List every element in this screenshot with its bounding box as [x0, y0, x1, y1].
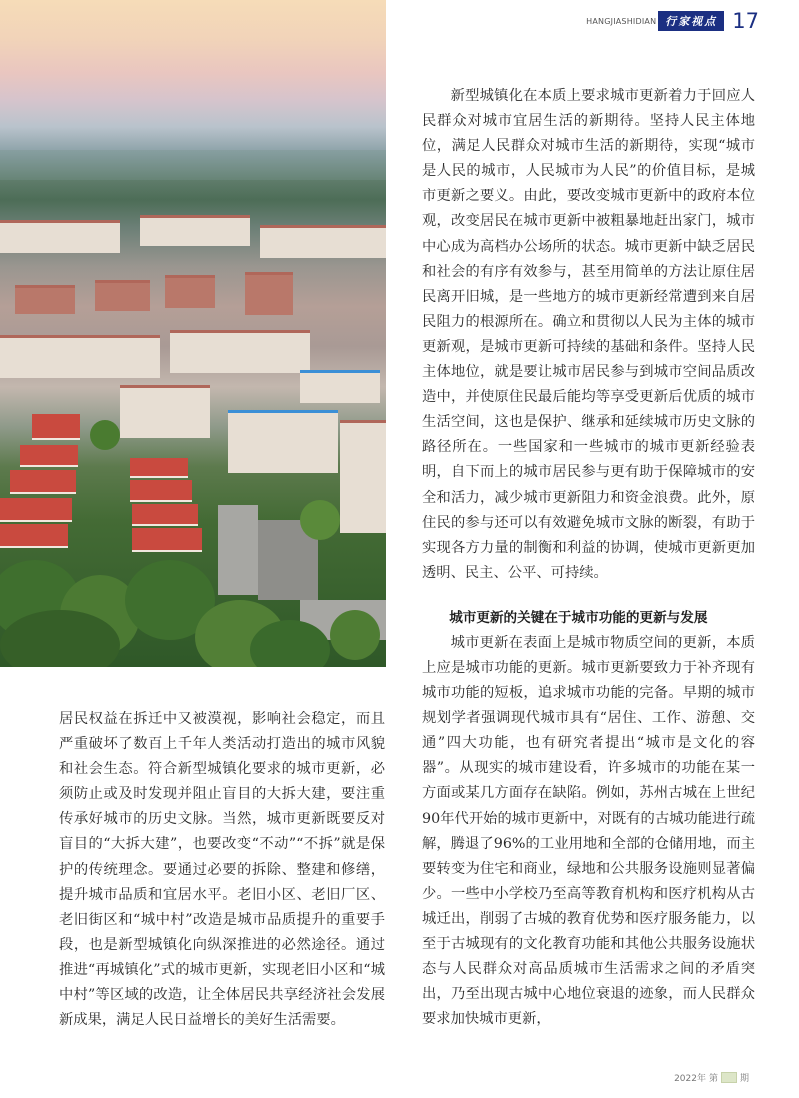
building-block — [228, 410, 338, 473]
section-heading: 城市更新的关键在于城市功能的更新与发展 — [449, 609, 708, 626]
building-block — [260, 225, 386, 258]
building-block — [170, 330, 310, 373]
building-block — [300, 370, 380, 403]
building-block — [15, 285, 75, 314]
tree — [300, 500, 340, 540]
red-roof — [132, 528, 202, 552]
horizon-band — [0, 150, 386, 180]
red-roof — [130, 480, 192, 502]
building-block — [0, 335, 160, 378]
aerial-city-photo — [0, 0, 386, 667]
page-header — [586, 10, 759, 32]
building-block — [140, 215, 250, 246]
building-block — [95, 280, 150, 311]
red-roof — [10, 470, 76, 494]
paragraph: 城市更新在表面上是城市物质空间的更新，本质上应是城市功能的更新。城市更新要致力于补齐现有城市功能的短板，追求城市功能的完备。早期的城市规划学者强调现代城市具有“居住、工作、游憩、交通”四大功能，也有研究者提出“城市是文化的容器”。从现实的城市建设看，许多城市的功能在某一方面或某几方面存在缺陷。例如，苏州古城在上世纪90年代开始的城市更新中，对既有的古城功能进行疏解，腾退了96%的工业用地和全部的仓储用地，而主要转变为住宅和商业，绿地和公共服务设施则显著偏少。一些中小学校乃至高等教育机构和医疗机构从古城迁出，削弱了古城的教育优势和医疗服务能力，以至于古城现有的文化教育功能和其他公共服务设施状态与人民群众对高品质城市生活需求之间的矛盾突出，乃至出现古城中心地位衰退的迹象，而人民群众要求加快城市更新， — [422, 634, 755, 1028]
column-title: 行家视点 — [658, 11, 724, 31]
building-block — [0, 220, 120, 253]
magazine-name: HANGJIASHIDIAN — [586, 16, 657, 26]
page-number: 17 — [732, 9, 759, 33]
tree — [90, 420, 120, 450]
tree — [330, 610, 380, 660]
issue-number-box — [721, 1072, 737, 1083]
building-block — [120, 385, 210, 438]
footer-year: 2022年 — [674, 1074, 706, 1084]
building-block — [165, 275, 215, 308]
footer-qi: 期 — [739, 1074, 749, 1084]
red-roof — [132, 504, 198, 526]
road — [218, 505, 258, 595]
red-roof — [130, 458, 188, 478]
red-roof — [0, 524, 68, 548]
building-block — [245, 272, 293, 315]
red-roof — [20, 445, 78, 467]
right-column — [422, 84, 755, 1032]
paragraph: 居民权益在拆迁中又被漠视，影响社会稳定，而且严重破坏了数百上千年人类活动打造出的城市风貌和社会生态。符合新型城镇化要求的城市更新，必须防止或及时发现并阻止盲目的大拆大建，要注重传承好城市的历史文脉。当然，城市更新既要反对盲目的“大拆大建”，也要改变“不动”“不拆”就是保护的传统理念。要通过必要的拆除、整建和修缮，提升城市品质和宜居水平。老旧小区、老旧厂区、老旧街区和“城中村”改造是城市品质提升的重要手段，也是新型城镇化向纵深推进的必然途径。通过推进“再城镇化”式的城市更新，实现老旧小区和“城中村”等区域的改造，让全体居民共享经济社会发展新成果，满足人民日益增长的美好生活需要。 — [59, 711, 385, 1029]
paragraph: 新型城镇化在本质上要求城市更新着力于回应人民群众对城市宜居生活的新期待。坚持人民主体地位，满足人民群众对城市生活的新期待，实现“城市是人民的城市，人民城市为人民”的价值目标，是城市更新之要义。由此，要改变城市更新中的政府本位观，改变居民在城市更新中被粗暴地赶出家门，城市中心成为高档办公场所的状态。城市更新中缺乏居民和社会的有序有效参与，甚至用简单的方法让原住居民离开旧城，是一些地方的城市更新经常遭到来自居民阻力的根源所在。确立和贯彻以人民为主体的城市更新观，是城市更新可持续的基础和条件。坚持人民主体地位，就是要让城市居民参与到城市空间品质改造中，并使原住民最后能均等享受更新后优质的城市生活空间，这也是保护、继承和延续城市历史文脉的路径所在。一些国家和一些城市的城市更新经验表明，自下而上的城市居民参与更有助于保障城市的安全和活力，减少城市更新阻力和资金浪费。此外，原住民的参与还可以有效避免城市文脉的断裂，有助于实现各方力量的制衡和利益的协调，使城市更新更加透明、民主、公平、可持续。 — [422, 88, 755, 581]
page-footer — [674, 1071, 749, 1084]
building-block — [340, 420, 386, 533]
left-column — [59, 707, 385, 1033]
red-roof — [32, 414, 80, 440]
footer-di: 第 — [708, 1074, 718, 1084]
red-roof — [0, 498, 72, 522]
